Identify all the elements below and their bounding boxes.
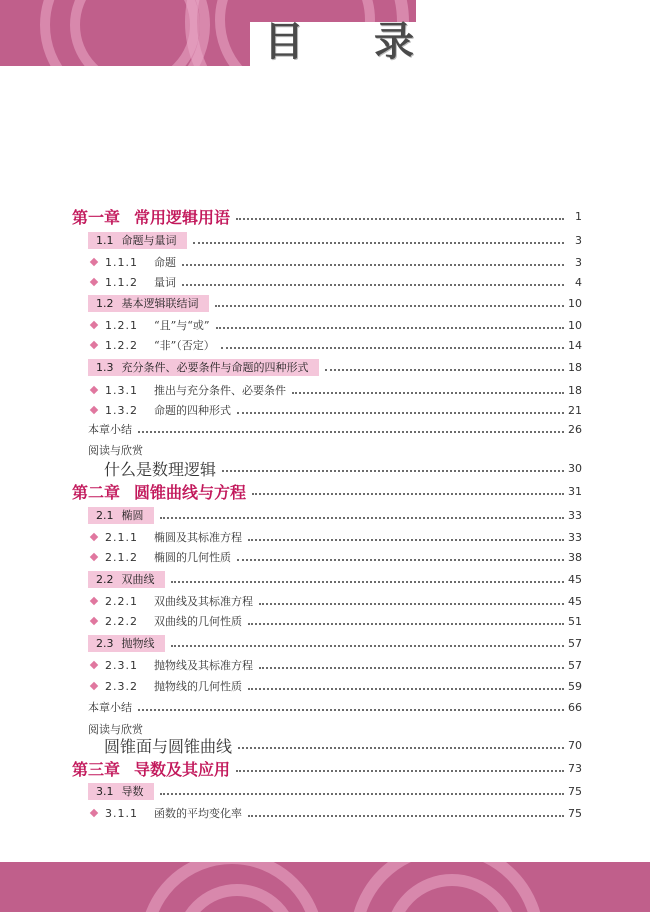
toc-sub-entry[interactable] <box>88 654 582 676</box>
toc-sub-entry[interactable] <box>88 610 582 632</box>
toc-entry-number: 2.3 <box>96 636 114 650</box>
toc-entry-title <box>88 317 210 333</box>
page-title-char: 录 <box>374 19 414 65</box>
toc-entry-text: 双曲线及其标准方程 <box>154 595 253 608</box>
toc-page-number: 70 <box>568 738 582 752</box>
toc-section-entry[interactable] <box>88 504 582 526</box>
toc-section-entry[interactable] <box>88 568 582 590</box>
toc-page-number: 14 <box>568 338 582 352</box>
toc-entry-number: 2.1.2 <box>105 550 138 564</box>
toc-entry-title <box>88 402 231 418</box>
toc-entry-text: 推出与充分条件、必要条件 <box>154 384 286 397</box>
toc-entry-text: 抛物线的几何性质 <box>154 680 242 693</box>
toc-sub-entry[interactable] <box>88 590 582 612</box>
diamond-bullet-icon <box>90 597 98 605</box>
toc-page-number: 75 <box>568 806 582 820</box>
toc-entry-text: 命题的四种形式 <box>154 404 231 417</box>
diamond-bullet-icon <box>90 533 98 541</box>
toc-entry-text: 基本逻辑联结词 <box>121 297 199 310</box>
toc-page-number: 51 <box>568 614 582 628</box>
dot-leader <box>292 392 564 394</box>
toc-page-number: 10 <box>568 318 582 332</box>
dot-leader <box>222 470 564 472</box>
page-title-char: 目 <box>264 19 304 65</box>
toc-page-number: 1 <box>575 209 582 223</box>
toc-entry-number: 2.2 <box>96 572 114 586</box>
toc-entry-number: 2.3.1 <box>105 658 138 672</box>
toc-page-number: 3 <box>575 255 582 269</box>
toc-entry-text: 量词 <box>154 276 176 289</box>
toc-entry-text: 常用逻辑用语 <box>134 207 231 227</box>
toc-entry-title <box>104 734 232 757</box>
toc-entry-title <box>88 571 165 588</box>
toc-entry-number: 2.1.1 <box>105 530 138 544</box>
toc-entry-number: 1.3 <box>96 360 114 374</box>
toc-misc-entry[interactable] <box>88 696 582 718</box>
toc-entry-title <box>88 657 253 673</box>
toc-entry-title <box>88 678 242 694</box>
toc-page-number: 4 <box>575 275 582 289</box>
toc-entry-title <box>88 295 209 312</box>
toc-page-number: 33 <box>568 508 582 522</box>
toc-entry-text: 命题 <box>154 256 176 269</box>
toc-entry-text: 什么是数理逻辑 <box>104 459 217 479</box>
toc-entry-number: 3.1.1 <box>105 806 138 820</box>
toc-entry-number: 2.2.2 <box>105 614 138 628</box>
toc-entry-number: 2.3.2 <box>105 679 138 693</box>
dot-leader <box>171 581 565 583</box>
toc-entry-number: 1.2.1 <box>105 318 138 332</box>
toc-section-entry[interactable] <box>88 229 582 251</box>
toc-page-number: 30 <box>568 461 582 475</box>
toc-entry-number: 2.1 <box>96 508 114 522</box>
toc-entry-title <box>88 549 231 565</box>
toc-entry-title <box>88 507 154 524</box>
toc-section-entry[interactable] <box>88 780 582 802</box>
toc-page-number: 66 <box>568 700 582 714</box>
toc-entry-title <box>88 635 165 652</box>
diamond-bullet-icon <box>90 809 98 817</box>
dot-leader <box>138 431 564 433</box>
toc-entry-title <box>88 254 176 270</box>
toc-page-number: 45 <box>568 572 582 586</box>
diamond-bullet-icon <box>90 617 98 625</box>
toc-page-number: 57 <box>568 658 582 672</box>
toc-entry-number: 第三章 <box>72 759 121 779</box>
toc-page-number: 33 <box>568 530 582 544</box>
toc-page-number: 45 <box>568 594 582 608</box>
toc-entry-title <box>88 593 253 609</box>
toc-sub-entry[interactable] <box>88 271 582 293</box>
diamond-bullet-icon <box>90 682 98 690</box>
toc-page-number: 18 <box>568 360 582 374</box>
dot-leader <box>138 709 564 711</box>
toc-entry-number: 1.3.1 <box>105 383 138 397</box>
toc-entry-title <box>88 359 319 376</box>
toc-chapter-entry[interactable] <box>72 480 582 502</box>
toc-entry-text: 椭圆 <box>121 509 144 522</box>
toc-misc-entry[interactable] <box>88 418 582 440</box>
bottom-banner <box>0 862 650 912</box>
toc-entry-number: 2.2.1 <box>105 594 138 608</box>
dot-leader <box>252 493 564 495</box>
toc-entry-text: 充分条件、必要条件与命题的四种形式 <box>121 361 309 374</box>
toc-entry-text: “且”与“或” <box>154 319 210 332</box>
dot-leader <box>248 623 564 625</box>
toc-entry-text: 椭圆及其标准方程 <box>154 531 242 544</box>
toc-entry-text: 抛物线 <box>121 637 155 650</box>
toc-indent-entry[interactable] <box>104 734 582 756</box>
toc-entry-number: 第一章 <box>72 207 121 227</box>
toc-page-number: 75 <box>568 784 582 798</box>
toc-entry-title <box>88 382 286 398</box>
toc-entry-title <box>88 421 132 437</box>
toc-section-entry[interactable] <box>88 356 582 378</box>
toc-entry-title <box>72 757 230 780</box>
toc-entry-text: “非”（否定） <box>154 339 215 352</box>
toc-section-entry[interactable] <box>88 632 582 654</box>
dot-leader <box>182 264 564 266</box>
toc-entry-text: 本章小结 <box>88 701 132 714</box>
toc-sub-entry[interactable] <box>88 546 582 568</box>
toc-entry-title <box>88 529 242 545</box>
toc-entry-text: 圆锥曲线与方程 <box>134 482 247 502</box>
toc-entry-text: 导数 <box>121 785 144 798</box>
toc-heading: 阅读与欣赏 <box>88 723 143 736</box>
dot-leader <box>236 218 564 220</box>
toc-page-number: 3 <box>575 233 582 247</box>
dot-leader <box>160 793 565 795</box>
diamond-bullet-icon <box>90 321 98 329</box>
decorative-arc <box>70 0 200 66</box>
toc-entry-number: 1.2.2 <box>105 338 138 352</box>
dot-leader <box>259 667 564 669</box>
toc-sub-entry[interactable] <box>88 314 582 336</box>
dot-leader <box>160 517 565 519</box>
toc-entry-title <box>104 457 216 480</box>
toc-entry-title <box>88 337 215 353</box>
diamond-bullet-icon <box>90 661 98 669</box>
dot-leader <box>248 815 564 817</box>
diamond-bullet-icon <box>90 341 98 349</box>
dot-leader <box>325 369 565 371</box>
toc-page-number: 21 <box>568 403 582 417</box>
toc-entry-title <box>72 480 246 503</box>
toc-entry-number: 1.1.2 <box>105 275 138 289</box>
toc-sub-entry[interactable] <box>88 334 582 356</box>
toc-entry-text: 本章小结 <box>88 423 132 436</box>
toc-page-number: 31 <box>568 484 582 498</box>
toc-sub-entry[interactable] <box>88 251 582 273</box>
toc-entry-title <box>88 613 242 629</box>
diamond-bullet-icon <box>90 278 98 286</box>
toc-entry-text: 抛物线及其标准方程 <box>154 659 253 672</box>
toc-entry-text: 椭圆的几何性质 <box>154 551 231 564</box>
dot-leader <box>236 770 564 772</box>
page-title <box>264 18 414 66</box>
toc-entry-title <box>88 232 187 249</box>
dot-leader <box>193 242 565 244</box>
toc-sub-entry[interactable] <box>88 526 582 548</box>
diamond-bullet-icon <box>90 553 98 561</box>
toc-page-number: 10 <box>568 296 582 310</box>
dot-leader <box>237 412 564 414</box>
toc-entry-number: 1.1.1 <box>105 255 138 269</box>
toc-chapter-entry[interactable] <box>72 757 582 779</box>
diamond-bullet-icon <box>90 406 98 414</box>
toc-entry-number: 1.1 <box>96 233 114 247</box>
toc-page-number: 57 <box>568 636 582 650</box>
toc-entry-text: 圆锥面与圆锥曲线 <box>104 736 233 756</box>
toc-entry-text: 导数及其应用 <box>134 759 231 779</box>
toc-page-number: 59 <box>568 679 582 693</box>
toc-entry-text: 命题与量词 <box>121 234 177 247</box>
toc-entry-title <box>88 699 132 715</box>
dot-leader <box>216 327 565 329</box>
toc-entry-title <box>88 805 242 821</box>
dot-leader <box>248 539 564 541</box>
toc-section-entry[interactable] <box>88 292 582 314</box>
toc-page-number: 18 <box>568 383 582 397</box>
toc-page-number: 73 <box>568 761 582 775</box>
toc-entry-title <box>88 274 176 290</box>
toc-chapter-entry[interactable] <box>72 205 582 227</box>
dot-leader <box>215 305 565 307</box>
toc-entry-number: 1.3.2 <box>105 403 138 417</box>
toc-sub-entry[interactable] <box>88 379 582 401</box>
toc-sub-entry[interactable] <box>88 802 582 824</box>
dot-leader <box>182 284 564 286</box>
toc-entry-number: 1.2 <box>96 296 114 310</box>
toc-entry-text: 双曲线的几何性质 <box>154 615 242 628</box>
dot-leader <box>171 645 565 647</box>
toc-entry-number: 3.1 <box>96 784 114 798</box>
diamond-bullet-icon <box>90 386 98 394</box>
toc-entry-number: 第二章 <box>72 482 121 502</box>
toc-heading: 阅读与欣赏 <box>88 444 143 457</box>
dot-leader <box>237 559 564 561</box>
toc-entry-title <box>72 205 230 228</box>
diamond-bullet-icon <box>90 258 98 266</box>
toc-sub-entry[interactable] <box>88 675 582 697</box>
toc-entry-text: 函数的平均变化率 <box>154 807 242 820</box>
dot-leader <box>259 603 564 605</box>
toc-entry-title <box>88 783 154 800</box>
toc-page-number: 26 <box>568 422 582 436</box>
toc-indent-entry[interactable] <box>104 457 582 479</box>
dot-leader <box>248 688 564 690</box>
dot-leader <box>221 347 564 349</box>
dot-leader <box>238 747 564 749</box>
toc-page-number: 38 <box>568 550 582 564</box>
toc-entry-text: 双曲线 <box>121 573 155 586</box>
